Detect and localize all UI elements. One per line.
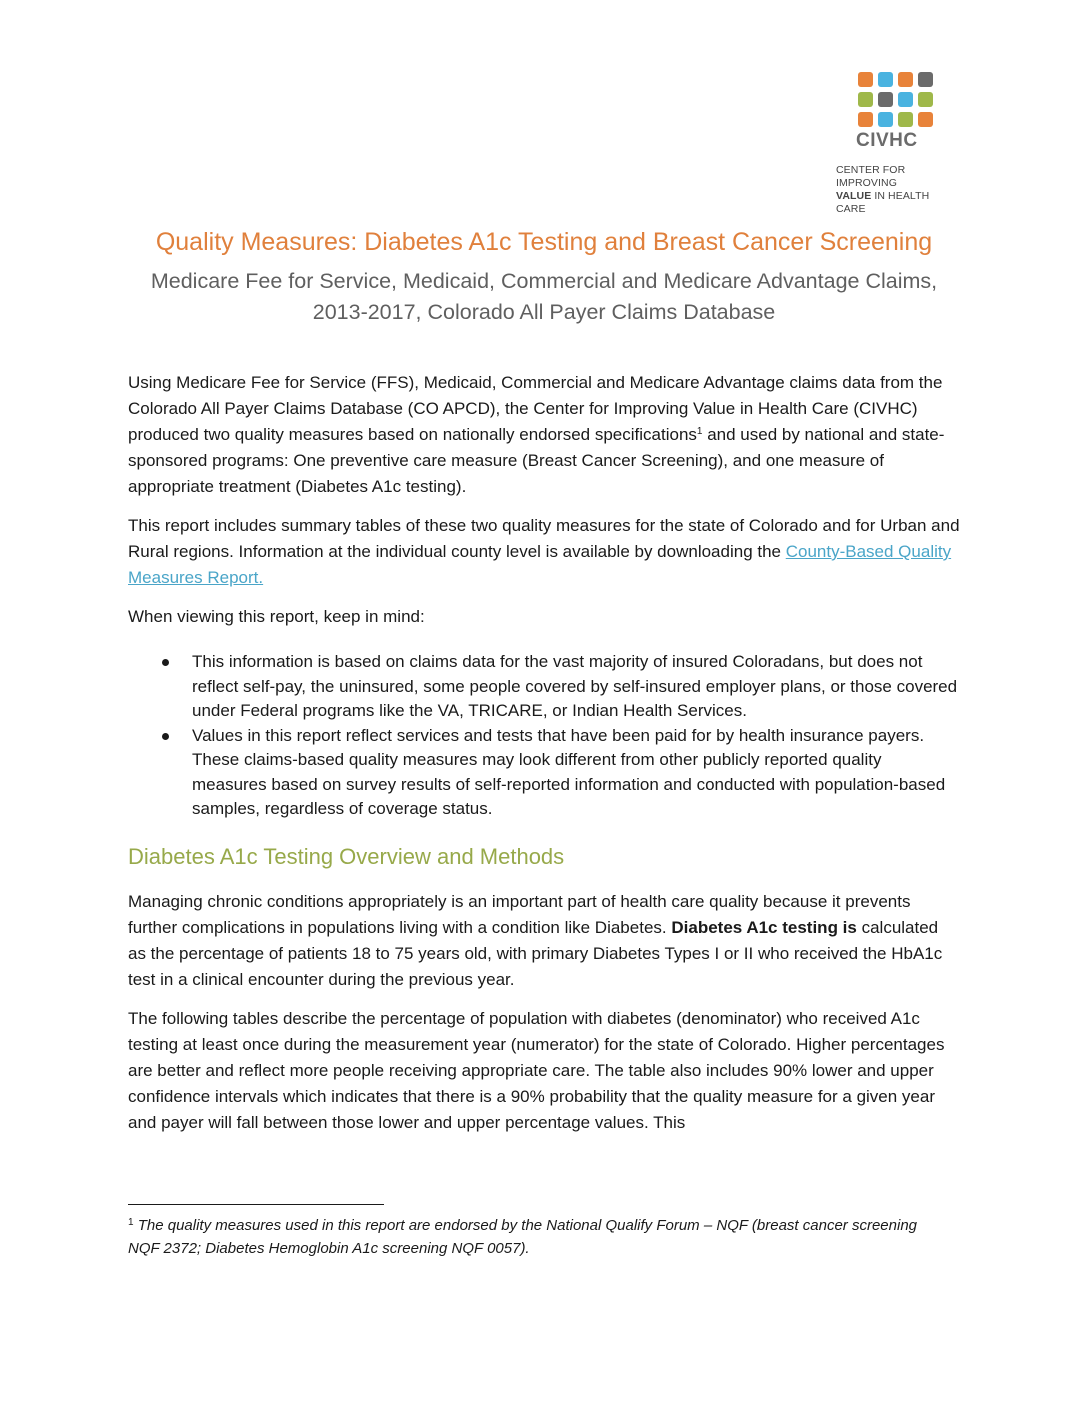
- section-paragraph-1: Managing chronic conditions appropriately is an important part of health care quality because it prevents further complications in populations living with a condition like Diabetes. Diabetes A1c testing is calculated as the percentage of patients 18 to 75 years old, with primary Diabetes Types I or II who received the HbA1c test in a clinical encounter during the previous year.: [128, 892, 943, 989]
- bullet-icon: [162, 659, 169, 666]
- intro-paragraph-1: Using Medicare Fee for Service (FFS), Medicaid, Commercial and Medicare Advantage claims data from the Colorado All Payer Claims Database (CO APCD), the Center for Improving Value in Health Care (CIVHC) produced two quality measures based on nationally endorsed specifications$^1$ and used by national and state-sponsored programs: One preventive care measure (Breast Cancer Screening), and one measure of appropriate treatment (Diabetes A1c testing).: [128, 373, 945, 496]
- logo-mosaic-icon: [858, 72, 934, 128]
- section-paragraph-2: The following tables describe the percentage of population with diabetes (denominator) who received A1c testing at least once during the measurement year (numerator) for the state of Colorado. Higher percentages are better and reflect more people receiving appropriate care. The table also includes 90% lower and upper confidence intervals which indicates that there is a 90% probability that the quality measure for a given year and payer will fall between those lower and upper percentage values. This: [128, 1009, 945, 1132]
- page-subtitle: Medicare Fee for Service, Medicaid, Commercial and Medicare Advantage Claims, 2013-2017, Colorado All Payer Claims Database: [150, 269, 938, 324]
- intro-paragraph-2: This report includes summary tables of these two quality measures for the state of Colorado and for Urban and Rural regions. Information at the individual county level is available by downloading the County-Based Quality Measures Report.: [128, 516, 960, 587]
- footnote-ref: 1: [696, 426, 703, 437]
- intro-paragraph-3: When viewing this report, keep in mind:: [128, 607, 425, 626]
- bullet-icon: [162, 733, 169, 740]
- section-heading: Diabetes A1c Testing Overview and Methods: [128, 844, 565, 869]
- county-report-link[interactable]: County-Based Quality Measures Report.: [128, 542, 952, 587]
- footnote-divider: [128, 1204, 384, 1205]
- list-item: Values in this report reflect services and tests that have been paid for by health insurance payers. These claims-based quality measures may look different from other publicly reported quality measures based on survey results of self-reported information and conducted with population-based samples, regardless of coverage status.: [128, 724, 960, 822]
- logo-wordmark: CIVHC: [856, 130, 918, 151]
- page-title: Quality Measures: Diabetes A1c Testing and Breast Cancer Screening: [155, 228, 933, 256]
- bullet-list: [128, 650, 960, 822]
- footnote: $^1$ The quality measures used in this report are endorsed by the National Qualify Forum – NQF (breast cancer screening NQF 2372; Diabetes Hemoglobin A1c screening NQF 0057).: [128, 1217, 917, 1257]
- civhc-logo: [836, 72, 960, 215]
- list-item: This information is based on claims data for the vast majority of insured Coloradans, but does not reflect self-pay, the uninsured, some people covered by self-insured employer plans, or those covered under Federal programs like the VA, TRICARE, or Indian Health Services.: [128, 650, 960, 724]
- logo-tagline: CENTER FOR IMPROVING VALUE IN HEALTH CARE: [836, 164, 930, 215]
